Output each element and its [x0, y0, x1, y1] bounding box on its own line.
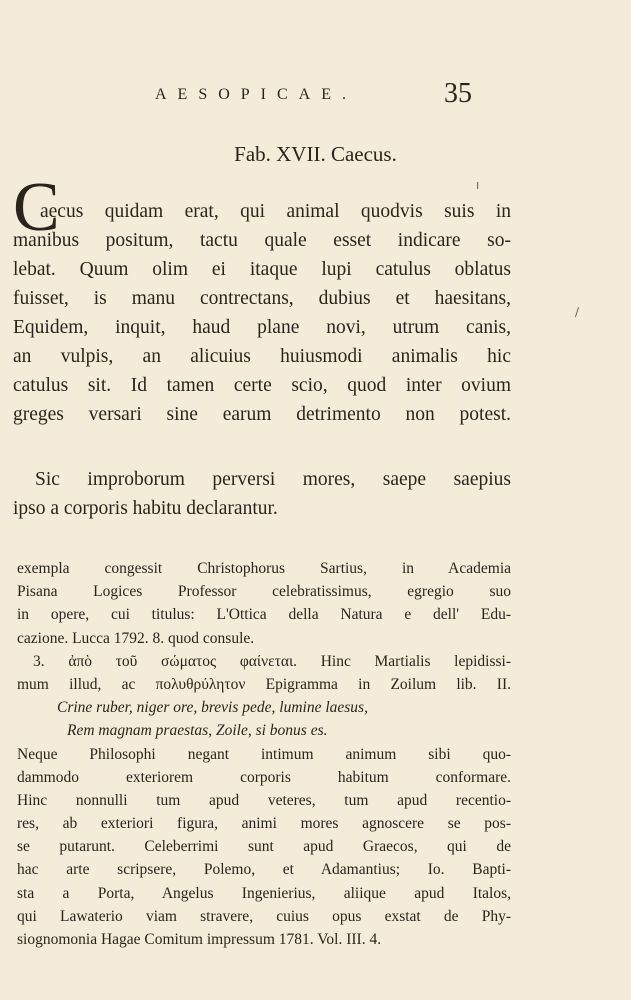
running-head: [0, 78, 631, 112]
footnotes: [17, 557, 511, 951]
print-mark: ı: [476, 178, 480, 192]
text-line: greges versari sine earum detrimento non potest.: [13, 404, 511, 425]
text-line: Sic improborum perversi mores, saepe saepius: [35, 469, 511, 490]
text-line: fuisset, is manu contrectans, dubius et haesitans,: [13, 288, 511, 309]
running-title: AESOPICAE.: [155, 86, 358, 103]
fable-text: [13, 197, 511, 429]
verse-line: Crine ruber, niger ore, brevis pede, lumine laesus,: [57, 699, 368, 717]
text-line: aecus quidam erat, qui animal quodvis suis in: [40, 201, 511, 222]
note-line: 3. ἀπὸ τοῦ σώματος φαίνεται. Hinc Martialis lepidissi-: [33, 652, 511, 670]
note-line: siognomonia Hagae Comitum impressum 1781. Vol. III. 4.: [17, 931, 382, 948]
note-line: qui Lawaterio viam stravere, cuius opus exstat de Phy-: [17, 907, 511, 925]
fable-title: Fab. XVII. Caecus.: [234, 142, 397, 166]
page-number: 35: [444, 78, 472, 109]
note-line: mum illud, ac πολυθρύλητον Epigramma in Zoilum lib. II.: [17, 675, 511, 693]
text-line: lebat. Quum olim ei itaque lupi catulus oblatus: [13, 259, 511, 280]
note-line: exempla congessit Christophorus Sartius, in Academia: [17, 560, 511, 577]
note-line: sta a Porta, Angelus Ingenierius, aliique apud Italos,: [17, 884, 511, 902]
text-line: manibus positum, tactu quale esset indicare so-: [13, 230, 511, 251]
note-line: hac arte scripsere, Polemo, et Adamantius; Io. Bapti-: [17, 861, 511, 879]
text-line: catulus sit. Id tamen certe scio, quod inter ovium: [13, 375, 511, 396]
text-line: an vulpis, an alicuius huiusmodi animalis hic: [13, 346, 511, 367]
note-line: Pisana Logices Professor celebratissimus, egregio suo: [17, 583, 511, 601]
note-line: Hinc nonnulli tum apud veteres, tum apud recentio-: [17, 791, 511, 809]
verse-line: Rem magnam praestas, Zoile, si bonus es.: [67, 722, 328, 740]
text-line: Equidem, inquit, haud plane novi, utrum canis,: [13, 317, 511, 338]
note-line: in opere, cui titulus: L'Ottica della Natura e dell' Edu-: [17, 606, 511, 624]
note-line: Neque Philosophi negant intimum animum sibi quo-: [17, 745, 511, 763]
text-line: ipso a corporis habitu declarantur.: [13, 498, 278, 519]
drop-cap: C: [13, 169, 60, 246]
note-line: se putarunt. Celeberrimi sunt apud Graecos, qui de: [17, 838, 511, 856]
note-line: cazione. Lucca 1792. 8. quod consule.: [17, 629, 255, 647]
moral-text: [13, 465, 511, 523]
print-mark: \: [571, 305, 583, 319]
note-line: dammodo exteriorem corporis habitum conformare.: [17, 768, 511, 786]
note-line: res, ab exteriori figura, animi mores agnoscere se pos-: [17, 815, 511, 833]
